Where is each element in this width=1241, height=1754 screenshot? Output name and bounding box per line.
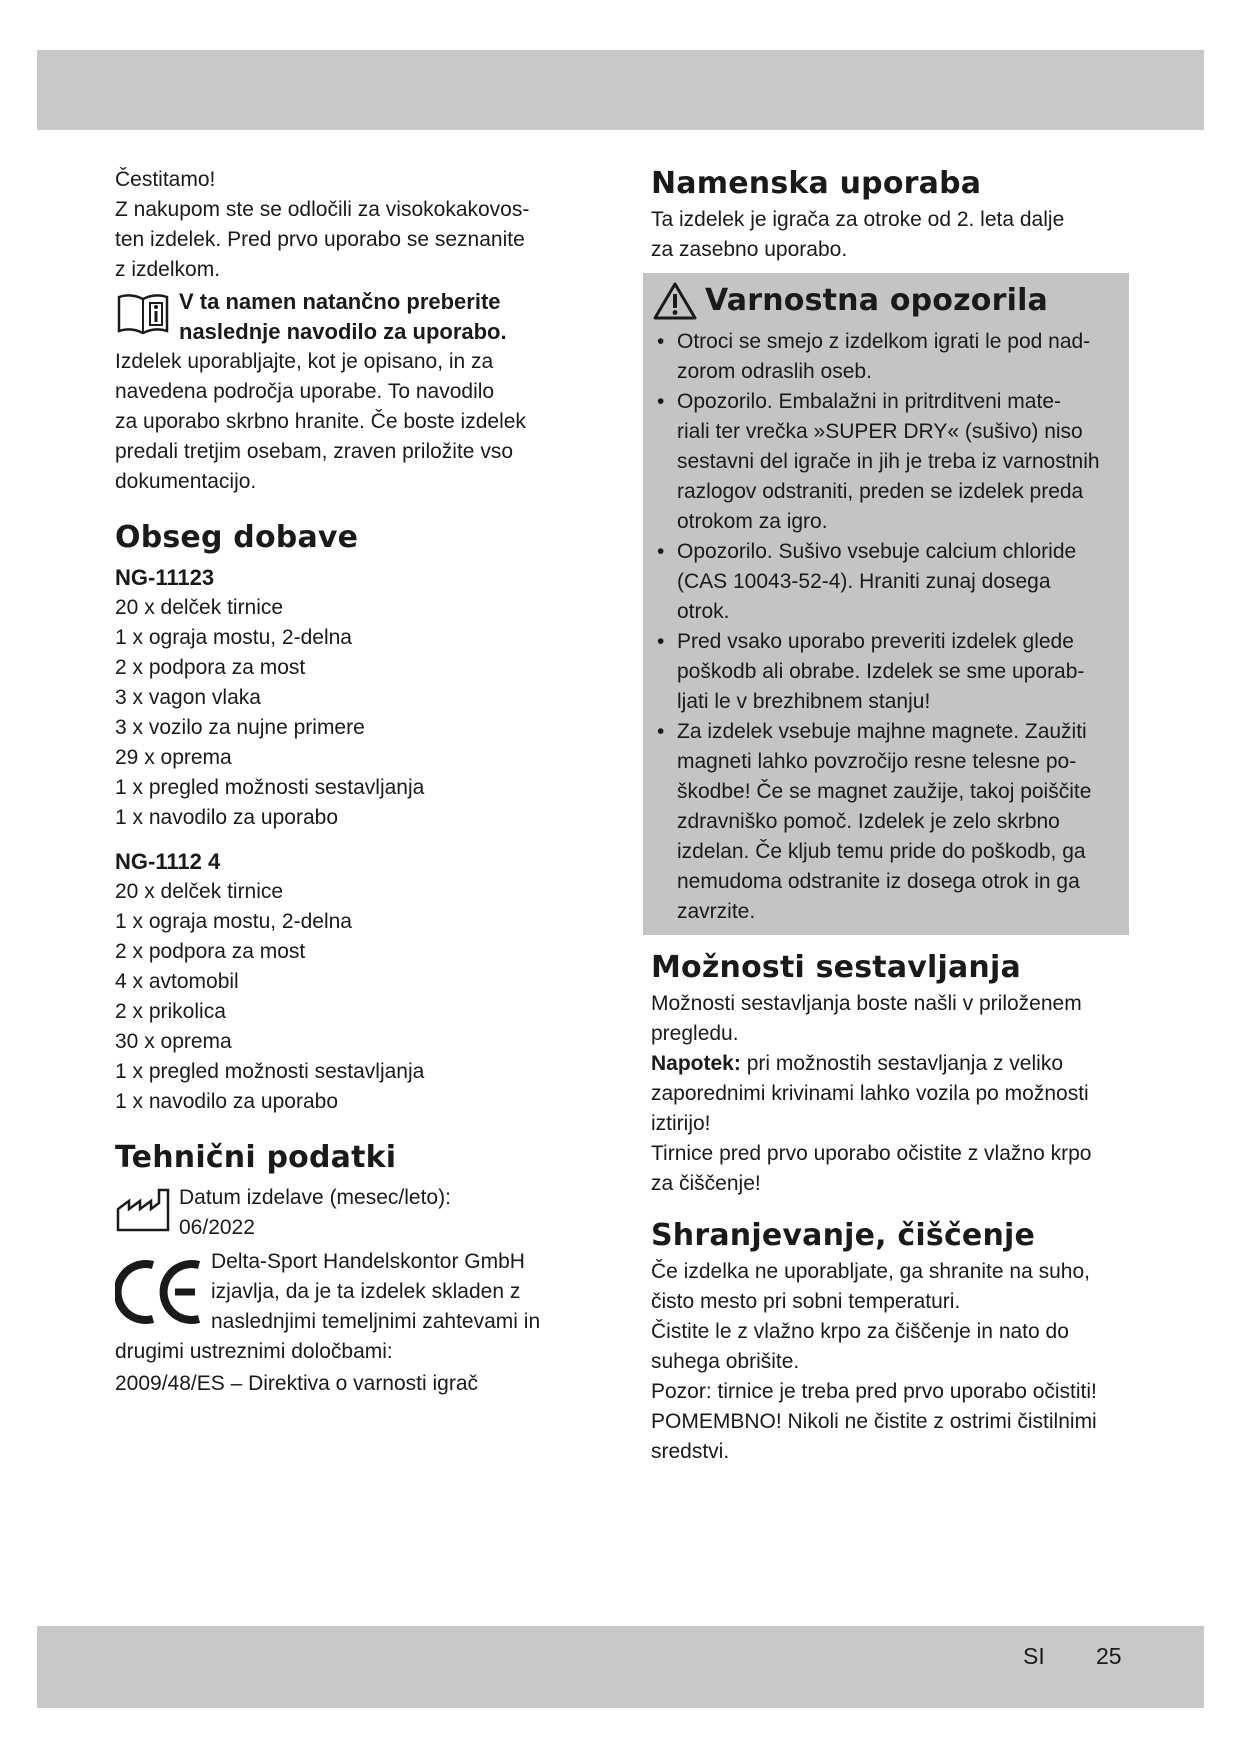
scope-item: 2 x podpora za most [115,656,306,679]
ce-text-line: izjavlja, da je ta izdelek skladen z [211,1280,521,1303]
safety-item [653,387,1115,537]
safety-line: sestavni del igrače in jih je treba iz varnostnih [677,450,1100,473]
safety-line: otrokom za igro. [677,510,828,533]
safety-list [653,327,1115,927]
intro-body-line: za uporabo skrbno hranite. Če boste izdelek [115,410,526,433]
safety-line: nemudoma odstranite iz dosega otrok in ga [677,870,1080,893]
intro-body-line: predali tretjim osebam, zraven priložite vso [115,440,513,463]
intended-use-heading: Namenska uporaba [651,166,982,201]
assembly-line: Možnosti sestavljanja boste našli v priloženem [651,992,1082,1015]
manufacture-date-row [115,1183,570,1243]
intro-line: Z nakupom ste se odločili za visokokakovos- [115,198,530,221]
assembly-line: zaporednimi krivinami lahko vozila po možnosti [651,1082,1089,1105]
storage-line: sredstvi. [651,1440,730,1463]
safety-line: • Za izdelek vsebuje majhne magnete. Zaužiti [677,720,1087,743]
safety-line: otrok. [677,600,730,623]
right-column [651,165,1121,1467]
header-bar [37,50,1204,130]
safety-line: • Opozorilo. Embalažni in pritrditveni mate- [677,390,1061,413]
safety-line: (CAS 10043-52-4). Hraniti zunaj dosega [677,570,1051,593]
safety-line: zorom odraslih oseb. [677,360,872,383]
storage-line: Pozor: tirnice je treba pred prvo uporabo očistiti! [651,1380,1097,1403]
safety-item [653,327,1115,387]
assembly-note [651,1049,1121,1079]
safety-item [653,717,1115,927]
intro-line: ten izdelek. Pred prvo uporabo se seznanite [115,228,525,251]
safety-line: ljati le v brezhibnem stanju! [677,690,931,713]
scope-item: 3 x vozilo za nujne primere [115,716,365,739]
footer-language: SI [1023,1643,1045,1669]
intended-use-line: za zasebno uporabo. [651,238,848,261]
scope-item: 1 x pregled možnosti sestavljanja [115,1060,425,1083]
scope-item: 1 x navodilo za uporabo [115,1090,338,1113]
ce-declaration-row [115,1247,570,1337]
factory-icon [115,1187,171,1233]
model-number: NG-1112 4 [115,849,221,874]
scope-item: 2 x prikolica [115,1000,226,1023]
safety-line: škodbe! Če se magnet zaužije, takoj poiščite [677,780,1092,803]
ce-text-line: naslednjimi temeljnimi zahtevami in [211,1310,541,1333]
open-book-info-icon [115,289,171,339]
storage-line: suhega obrišite. [651,1350,800,1373]
note-text: pri možnostih sestavljanja z veliko [740,1052,1063,1075]
scope-item: 3 x vagon vlaka [115,686,261,709]
scope-item: 30 x oprema [115,1030,232,1053]
greeting: Čestitamo! [115,168,216,191]
assembly-line: Tirnice pred prvo uporabo očistite z vlažno krpo [651,1142,1092,1165]
safety-line: izdelan. Če kljub temu pride do poškodb, ga [677,840,1086,863]
storage-line: Če izdelka ne uporabljate, ga shranite na suho, [651,1260,1090,1283]
safety-line: • Otroci se smejo z izdelkom igrati le pod nad- [677,330,1091,353]
scope-item: 1 x pregled možnosti sestavljanja [115,776,425,799]
scope-item: 1 x ograja mostu, 2-delna [115,626,352,649]
safety-heading: Varnostna opozorila [705,283,1048,318]
scope-heading: Obseg dobave [115,520,359,555]
safety-item [653,627,1115,717]
safety-line: • Pred vsako uporabo preveriti izdelek glede [677,630,1074,653]
model-number: NG-11123 [115,565,215,590]
read-manual-notice [115,287,570,347]
tech-heading: Tehnični podatki [115,1140,397,1175]
intro-line: z izdelkom. [115,258,221,281]
assembly-line: za čiščenje! [651,1172,761,1195]
left-column [115,165,570,1399]
scope-item: 1 x navodilo za uporabo [115,806,338,829]
assembly-line: pregledu. [651,1022,739,1045]
scope-item: 4 x avtomobil [115,970,239,993]
intended-use-line: Ta izdelek je igrača za otroke od 2. leta dalje [651,208,1065,231]
intro-body-line: navedena področja uporabe. To navodilo [115,380,495,403]
notice-line: naslednje navodilo za uporabo. [179,319,507,344]
safety-item [653,537,1115,627]
manufacture-date-label: Datum izdelave (mesec/leto): [179,1186,451,1209]
ce-text-line: drugimi ustreznimi določbami: [115,1340,393,1363]
scope-item: 2 x podpora za most [115,940,306,963]
scope-item: 1 x ograja mostu, 2-delna [115,910,352,933]
ce-text-line: Delta-Sport Handelskontor GmbH [211,1250,525,1273]
safety-line: riali ter vrečka »SUPER DRY« (sušivo) niso [677,420,1083,443]
safety-line: poškodb ali obrabe. Izdelek se sme uporab- [677,660,1085,683]
intro-body-line: Izdelek uporabljajte, kot je opisano, in za [115,350,494,373]
safety-line: zavrzite. [677,900,756,923]
note-label: Napotek: [651,1052,741,1075]
notice-line: V ta namen natančno preberite [179,289,501,314]
storage-heading: Shranjevanje, čiščenje [651,1218,1036,1253]
ce-directive: 2009/48/ES – Direktiva o varnosti igrač [115,1372,479,1395]
assembly-heading: Možnosti sestavljanja [651,950,1021,985]
storage-line: POMEMBNO! Nikoli ne čistite z ostrimi čistilnimi [651,1410,1097,1433]
ce-mark-icon [115,1257,205,1327]
page-number: 25 [1096,1643,1122,1669]
safety-line: magneti lahko povzročijo resne telesne po- [677,750,1077,773]
scope-item: 20 x delček tirnice [115,596,284,619]
storage-line: čisto mesto pri sobni temperaturi. [651,1290,961,1313]
assembly-line: iztirijo! [651,1112,711,1135]
manufacture-date-value: 06/2022 [179,1216,255,1239]
warning-triangle-icon [653,281,697,321]
scope-item: 20 x delček tirnice [115,880,284,903]
safety-line: razlogov odstraniti, preden se izdelek preda [677,480,1084,503]
scope-item: 29 x oprema [115,746,232,769]
safety-warnings-box [643,273,1129,935]
safety-line: zdravniško pomoč. Izdelek je zelo skrbno [677,810,1060,833]
storage-line: Čistite le z vlažno krpo za čiščenje in nato do [651,1320,1069,1343]
safety-line: • Opozorilo. Sušivo vsebuje calcium chloride [677,540,1077,563]
intro-body-line: dokumentacijo. [115,470,257,493]
